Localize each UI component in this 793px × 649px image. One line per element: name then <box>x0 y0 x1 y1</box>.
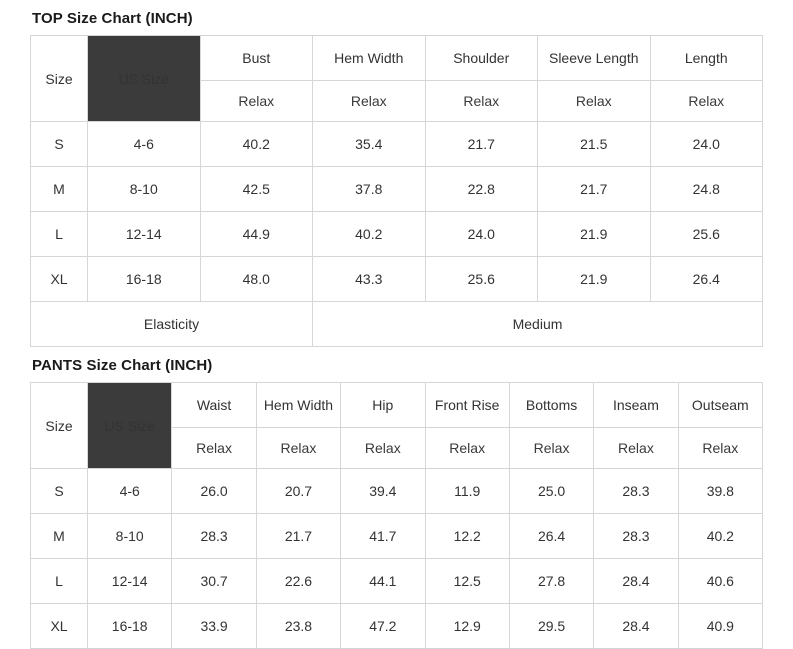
top-cell-bust: 44.9 <box>200 212 313 257</box>
top-cell-length: 24.0 <box>650 122 763 167</box>
pants-header-bottoms: Bottoms <box>509 383 593 428</box>
pants-fit-hip: Relax <box>341 428 425 469</box>
top-cell-sleeve-length: 21.9 <box>538 212 651 257</box>
top-cell-length: 25.6 <box>650 212 763 257</box>
pants-cell-hem-width: 23.8 <box>256 604 340 649</box>
table-row <box>31 469 763 514</box>
pants-cell-hem-width: 20.7 <box>256 469 340 514</box>
elasticity-label: Elasticity <box>31 302 313 347</box>
pants-cell-hem-width: 22.6 <box>256 559 340 604</box>
pants-cell-outseam: 39.8 <box>678 469 762 514</box>
table-row <box>31 559 763 604</box>
pants-cell-waist: 33.9 <box>172 604 256 649</box>
top-row-ussize: 8-10 <box>88 167 201 212</box>
pants-cell-waist: 26.0 <box>172 469 256 514</box>
pants-cell-bottoms: 27.8 <box>509 559 593 604</box>
pants-cell-inseam: 28.3 <box>594 469 678 514</box>
pants-row-size: M <box>31 514 88 559</box>
top-row-size: XL <box>31 257 88 302</box>
pants-row-ussize: 12-14 <box>88 559 172 604</box>
pants-col-ussize-header: US Size <box>88 383 172 469</box>
pants-cell-front-rise: 12.5 <box>425 559 509 604</box>
table-row <box>31 604 763 649</box>
top-header-length: Length <box>650 36 763 81</box>
top-cell-sleeve-length: 21.9 <box>538 257 651 302</box>
pants-cell-hip: 47.2 <box>341 604 425 649</box>
pants-header-waist: Waist <box>172 383 256 428</box>
pants-cell-inseam: 28.3 <box>594 514 678 559</box>
pants-fit-inseam: Relax <box>594 428 678 469</box>
top-header-bust: Bust <box>200 36 313 81</box>
top-cell-hem-width: 40.2 <box>313 212 426 257</box>
pants-cell-hip: 41.7 <box>341 514 425 559</box>
pants-fit-outseam: Relax <box>678 428 762 469</box>
top-fit-shoulder: Relax <box>425 81 538 122</box>
table-row <box>31 212 763 257</box>
elasticity-row <box>31 302 763 347</box>
table-row <box>31 514 763 559</box>
pants-header-hem-width: Hem Width <box>256 383 340 428</box>
pants-cell-front-rise: 12.9 <box>425 604 509 649</box>
pants-header-inseam: Inseam <box>594 383 678 428</box>
table-row <box>31 257 763 302</box>
pants-header-front-rise: Front Rise <box>425 383 509 428</box>
top-cell-length: 26.4 <box>650 257 763 302</box>
top-cell-shoulder: 22.8 <box>425 167 538 212</box>
top-row-size: M <box>31 167 88 212</box>
pants-cell-inseam: 28.4 <box>594 559 678 604</box>
pants-cell-bottoms: 25.0 <box>509 469 593 514</box>
pants-cell-hip: 44.1 <box>341 559 425 604</box>
top-cell-hem-width: 43.3 <box>313 257 426 302</box>
top-fit-length: Relax <box>650 81 763 122</box>
top-header-row <box>31 36 763 81</box>
pants-cell-front-rise: 11.9 <box>425 469 509 514</box>
top-header-hem-width: Hem Width <box>313 36 426 81</box>
pants-fit-bottoms: Relax <box>509 428 593 469</box>
pants-fit-hem-width: Relax <box>256 428 340 469</box>
pants-header-hip: Hip <box>341 383 425 428</box>
pants-cell-outseam: 40.2 <box>678 514 762 559</box>
top-fit-hem-width: Relax <box>313 81 426 122</box>
top-cell-shoulder: 21.7 <box>425 122 538 167</box>
pants-cell-front-rise: 12.2 <box>425 514 509 559</box>
top-fit-sleeve-length: Relax <box>538 81 651 122</box>
pants-cell-hem-width: 21.7 <box>256 514 340 559</box>
pants-header-outseam: Outseam <box>678 383 762 428</box>
top-cell-bust: 42.5 <box>200 167 313 212</box>
elasticity-value: Medium <box>313 302 763 347</box>
pants-chart-title: PANTS Size Chart (INCH) <box>32 357 213 374</box>
pants-cell-bottoms: 26.4 <box>509 514 593 559</box>
top-header-shoulder: Shoulder <box>425 36 538 81</box>
top-header-sleeve-length: Sleeve Length <box>538 36 651 81</box>
top-chart-title: TOP Size Chart (INCH) <box>32 10 193 27</box>
pants-row-size: S <box>31 469 88 514</box>
top-row-size: L <box>31 212 88 257</box>
pants-cell-waist: 28.3 <box>172 514 256 559</box>
top-cell-shoulder: 24.0 <box>425 212 538 257</box>
pants-cell-outseam: 40.6 <box>678 559 762 604</box>
pants-row-size: XL <box>31 604 88 649</box>
pants-size-chart-table <box>30 382 763 649</box>
top-cell-bust: 40.2 <box>200 122 313 167</box>
pants-cell-bottoms: 29.5 <box>509 604 593 649</box>
pants-col-size-header: Size <box>31 383 88 469</box>
top-cell-bust: 48.0 <box>200 257 313 302</box>
top-row-size: S <box>31 122 88 167</box>
pants-row-size: L <box>31 559 88 604</box>
top-cell-hem-width: 35.4 <box>313 122 426 167</box>
top-row-ussize: 16-18 <box>88 257 201 302</box>
top-cell-shoulder: 25.6 <box>425 257 538 302</box>
pants-fit-waist: Relax <box>172 428 256 469</box>
pants-cell-waist: 30.7 <box>172 559 256 604</box>
top-col-size-header: Size <box>31 36 88 122</box>
pants-row-ussize: 8-10 <box>88 514 172 559</box>
pants-cell-hip: 39.4 <box>341 469 425 514</box>
pants-row-ussize: 16-18 <box>88 604 172 649</box>
top-row-ussize: 4-6 <box>88 122 201 167</box>
top-cell-hem-width: 37.8 <box>313 167 426 212</box>
top-row-ussize: 12-14 <box>88 212 201 257</box>
pants-fit-front-rise: Relax <box>425 428 509 469</box>
pants-row-ussize: 4-6 <box>88 469 172 514</box>
table-row <box>31 122 763 167</box>
pants-cell-outseam: 40.9 <box>678 604 762 649</box>
top-cell-sleeve-length: 21.7 <box>538 167 651 212</box>
top-fit-bust: Relax <box>200 81 313 122</box>
top-cell-length: 24.8 <box>650 167 763 212</box>
top-col-ussize-header: US Size <box>88 36 201 122</box>
pants-cell-inseam: 28.4 <box>594 604 678 649</box>
top-size-chart-table <box>30 35 763 347</box>
table-row <box>31 167 763 212</box>
top-cell-sleeve-length: 21.5 <box>538 122 651 167</box>
pants-header-row <box>31 383 763 428</box>
